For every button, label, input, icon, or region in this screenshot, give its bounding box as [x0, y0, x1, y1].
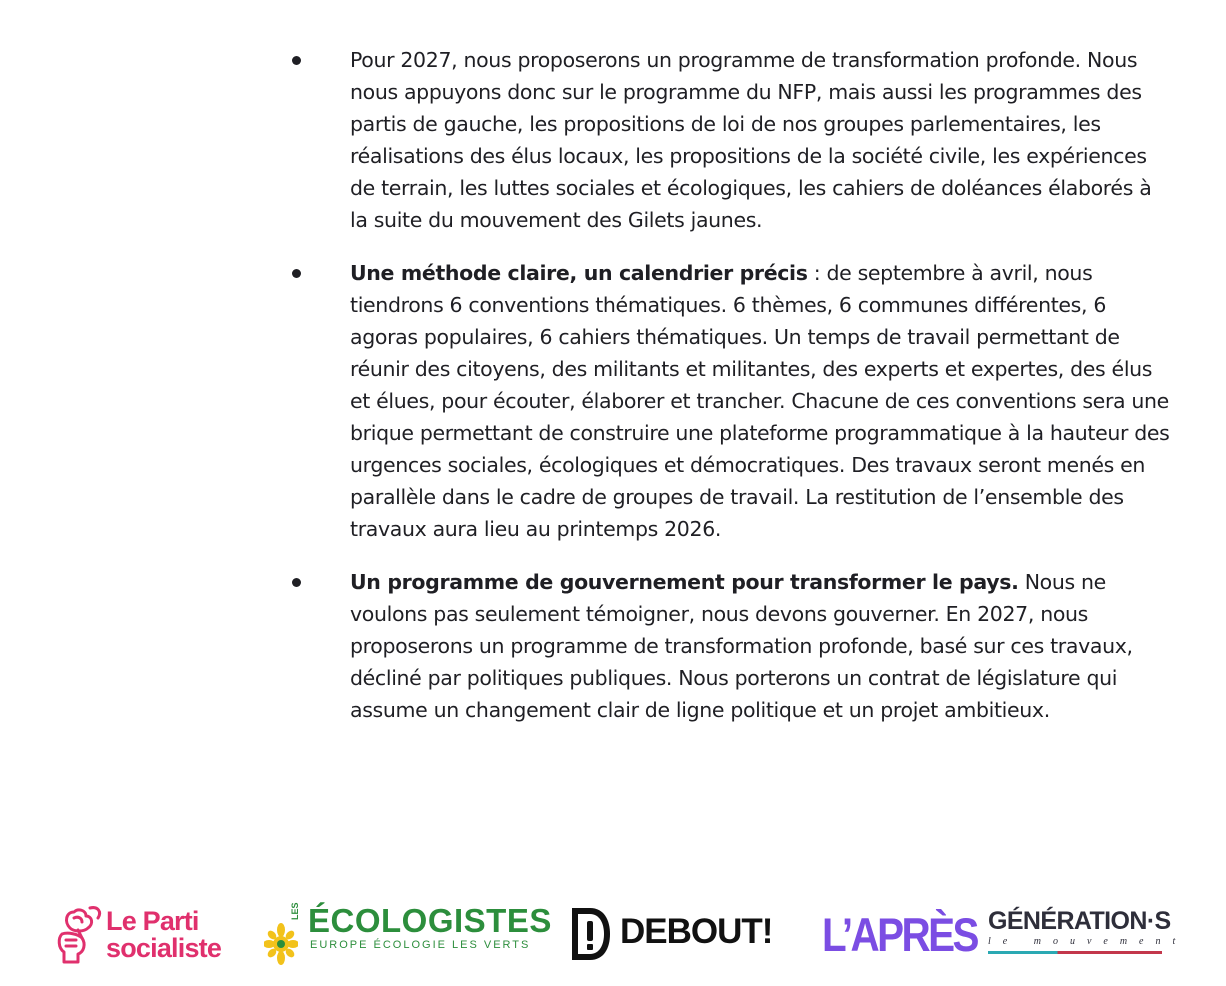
sunflower-icon [264, 916, 298, 966]
bullet-dot [292, 269, 301, 278]
ecologistes-les: LES [290, 902, 300, 920]
debout-mark-icon [568, 906, 612, 962]
bullet-list [290, 44, 1170, 747]
bullet-text: Nous ne voulons pas seulement témoigner, nous devons gouverner. En 2027, nous proposerons un programme de transformation profonde, basé sur ces travaux, décliné par politiques publiques. Nous porterons un contrat de législature qui assume un changement clair de ligne politique et un projet ambitieux. [350, 570, 1133, 722]
parti-socialiste-wordmark: Le Parti socialiste [106, 906, 222, 963]
bullet-dot [292, 578, 301, 587]
bullet-text: Pour 2027, nous proposerons un programme de transformation profonde. Nous nous appuyons donc sur le programme du NFP, mais aussi les programmes des partis de gauche, les propositions de loi de nos groupes parlementaires, les réalisations des élus locaux, les propositions de la société civile, les expériences de terrain, les luttes sociales et écologiques, les cahiers de doléances élaborés à la suite du mouvement des Gilets jaunes. [350, 48, 1152, 232]
lapres-logo [822, 910, 1002, 960]
rose-fist-icon [54, 904, 104, 964]
ecologistes-wordmark: ÉCOLOGISTES [308, 902, 552, 939]
generations-underline [988, 951, 1162, 954]
list-item [290, 566, 1170, 726]
lapres-wordmark: L’APRÈS [822, 908, 977, 961]
bullet-bold-lead: Un programme de gouvernement pour transformer le pays. [350, 570, 1019, 594]
generations-logo [988, 908, 1187, 954]
bullet-bold-lead: Une méthode claire, un calendrier précis [350, 261, 808, 285]
debout-wordmark: DEBOUT! [620, 912, 773, 951]
generations-subtitle: le mouvement [988, 936, 1188, 947]
list-item [290, 44, 1170, 236]
bullet-text: : de septembre à avril, nous tiendrons 6 conventions thématiques. 6 thèmes, 6 communes différentes, 6 agoras populaires, 6 cahiers thématiques. Un temps de travail permettant de réunir des citoyens, des militants et militantes, des experts et expertes, des élus et élues, pour écouter, élaborer et trancher. Chacune de ces conventions sera une brique permettant de construire une plateforme programmatique à la hauteur des urgences sociales, écologiques et démocratiques. Des travaux seront menés en parallèle dans le cadre de groupes de travail. La restitution de l’ensemble des travaux aura lieu au printemps 2026. [350, 261, 1170, 541]
list-item [290, 257, 1170, 545]
generations-wordmark: GÉNÉRATION·S [988, 907, 1171, 935]
partner-logos [0, 890, 1226, 986]
bullet-dot [292, 56, 301, 65]
ecologistes-subtitle: EUROPE ÉCOLOGIE LES VERTS [310, 939, 531, 951]
